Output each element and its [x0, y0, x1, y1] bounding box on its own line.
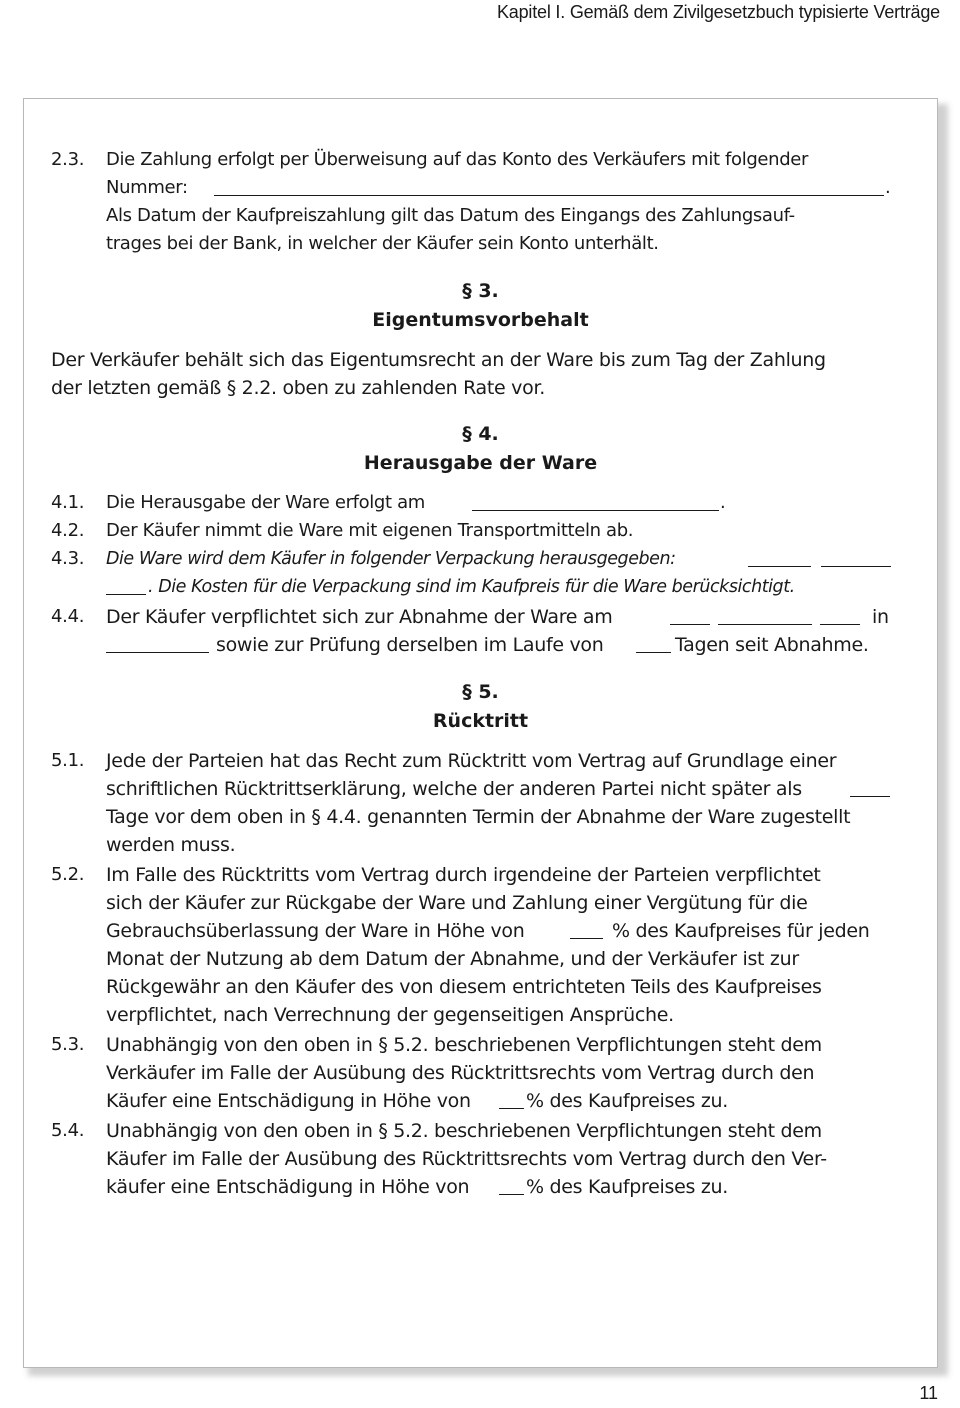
clause-5-2-text: Monat der Nutzung ab dem Datum der Abnahme, und der Verkäufer ist zur: [106, 948, 799, 970]
section-number-4: § 4.: [462, 423, 499, 445]
section-title-eigentumsvorbehalt: Eigentumsvorbehalt: [372, 309, 589, 331]
clause-5-2-text: verpflichtet, nach Verrechnung der gegenseitigen Ansprüche.: [106, 1004, 674, 1026]
clause-2-3-period: .: [885, 177, 891, 198]
clause-5-1-text: schriftlichen Rücktrittserklärung, welche der anderen Partei nicht später als: [106, 778, 802, 800]
clause-5-2-text: % des Kaufpreises für jeden: [612, 920, 870, 942]
acceptance-place-blank[interactable]: [106, 652, 209, 653]
packaging-blank[interactable]: [106, 594, 146, 595]
clause-5-4-text: Unabhängig von den oben in § 5.2. beschriebenen Verpflichtungen steht dem: [106, 1120, 822, 1142]
clause-5-3-text: Unabhängig von den oben in § 5.2. beschriebenen Verpflichtungen steht dem: [106, 1034, 822, 1056]
clause-5-3-text: Verkäufer im Falle der Ausübung des Rücktrittsrechts vom Vertrag durch den: [106, 1062, 815, 1084]
clause-4-4-text: Der Käufer verpflichtet sich zur Abnahme der Ware am: [106, 606, 613, 628]
usage-fee-percent-blank[interactable]: [570, 938, 603, 939]
acceptance-date-blank[interactable]: [670, 624, 710, 625]
packaging-blank[interactable]: [821, 566, 891, 567]
clause-5-4-text: käufer eine Entschädigung in Höhe von: [106, 1176, 470, 1198]
clause-number-5-1: 5.1.: [51, 750, 85, 771]
clause-number-5-4: 5.4.: [51, 1120, 85, 1141]
clause-5-3-text: % des Kaufpreises zu.: [526, 1090, 728, 1112]
delivery-date-blank[interactable]: [472, 510, 719, 511]
clause-5-2-text: Gebrauchsüberlassung der Ware in Höhe von: [106, 920, 525, 942]
clause-5-1-text: werden muss.: [106, 834, 236, 856]
clause-2-3-line: Die Zahlung erfolgt per Überweisung auf das Konto des Verkäufers mit folgender: [106, 149, 809, 170]
clause-5-2-text: sich der Käufer zur Rückgabe der Ware und Zahlung einer Vergütung für die: [106, 892, 808, 914]
clause-4-1-period: .: [720, 492, 726, 513]
acceptance-date-blank[interactable]: [820, 624, 860, 625]
clause-5-2-text: Rückgewähr an den Käufer des von diesem entrichteten Teils des Kaufpreises: [106, 976, 822, 998]
clause-4-3-text: . Die Kosten für die Verpackung sind im Kaufpreis für die Ware berücksichtigt.: [148, 577, 795, 597]
clause-4-4-text: sowie zur Prüfung derselben im Laufe von: [216, 634, 604, 656]
section-title-herausgabe: Herausgabe der Ware: [363, 452, 598, 474]
compensation-percent-blank[interactable]: [499, 1194, 524, 1195]
withdrawal-days-blank[interactable]: [850, 796, 890, 797]
section-number-5: § 5.: [462, 681, 499, 703]
clause-number-4-1: 4.1.: [51, 492, 85, 513]
packaging-blank[interactable]: [748, 566, 811, 567]
clause-2-3-line: trages bei der Bank, in welcher der Käufer sein Konto unterhält.: [106, 233, 659, 254]
inspection-days-blank[interactable]: [636, 652, 671, 653]
clause-5-3-text: Käufer eine Entschädigung in Höhe von: [106, 1090, 471, 1112]
running-header: Kapitel I. Gemäß dem Zivilgesetzbuch typisierte Verträge: [496, 2, 940, 22]
clause-number-5-3: 5.3.: [51, 1034, 85, 1055]
clause-5-1-text: Jede der Parteien hat das Recht zum Rücktritt vom Vertrag auf Grundlage einer: [106, 750, 837, 772]
account-label: Nummer:: [106, 177, 188, 198]
clause-number-4-4: 4.4.: [51, 606, 85, 627]
clause-5-2-text: Im Falle des Rücktritts vom Vertrag durch irgendeine der Parteien verpflichtet: [106, 864, 821, 886]
section-title-ruecktritt: Rücktritt: [432, 710, 529, 732]
clause-5-4-text: Käufer im Falle der Ausübung des Rücktrittsrechts vom Vertrag durch den Ver-: [106, 1148, 827, 1170]
clause-4-2-text: Der Käufer nimmt die Ware mit eigenen Transportmitteln ab.: [106, 520, 634, 541]
clause-4-4-text: in: [872, 606, 889, 628]
clause-number-2-3: 2.3.: [51, 149, 85, 170]
section-3-text: der letzten gemäß § 2.2. oben zu zahlenden Rate vor.: [51, 377, 545, 399]
clause-2-3-line: Als Datum der Kaufpreiszahlung gilt das Datum des Eingangs des Zahlungsauf-: [106, 205, 795, 226]
clause-number-5-2: 5.2.: [51, 864, 85, 885]
clause-4-1-text: Die Herausgabe der Ware erfolgt am: [106, 492, 425, 513]
compensation-percent-blank[interactable]: [499, 1108, 524, 1109]
clause-number-4-3: 4.3.: [51, 548, 85, 569]
section-number-3: § 3.: [462, 280, 499, 302]
clause-4-3-text: Die Ware wird dem Käufer in folgender Verpackung herausgegeben:: [106, 549, 676, 569]
clause-5-1-text: Tage vor dem oben in § 4.4. genannten Termin der Abnahme der Ware zugestellt: [106, 806, 851, 828]
account-number-blank[interactable]: [214, 195, 884, 196]
clause-number-4-2: 4.2.: [51, 520, 85, 541]
clause-4-4-text: Tagen seit Abnahme.: [675, 634, 869, 656]
section-3-text: Der Verkäufer behält sich das Eigentumsrecht an der Ware bis zum Tag der Zahlung: [51, 349, 826, 371]
contract-form-frame: [23, 98, 938, 1368]
acceptance-date-blank[interactable]: [718, 624, 812, 625]
clause-5-4-text: % des Kaufpreises zu.: [526, 1176, 728, 1198]
page-number: 11: [919, 1383, 938, 1403]
clause-2-3-line: [106, 174, 188, 202]
